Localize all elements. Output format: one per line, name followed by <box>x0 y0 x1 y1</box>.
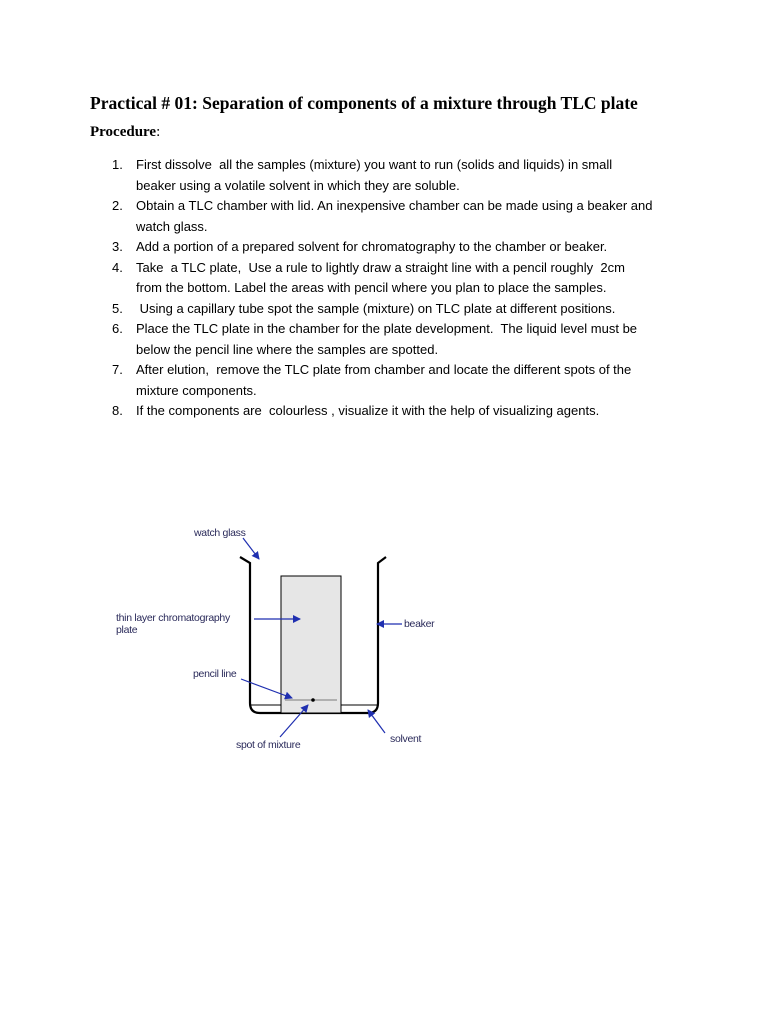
solvent-arrow <box>368 710 385 733</box>
page-title: Practical # 01: Separation of components of a mixture through TLC plate <box>90 93 638 113</box>
procedure-step <box>112 258 702 299</box>
step-text-line: Add a portion of a prepared solvent for chromatography to the chamber or beaker. <box>136 239 608 254</box>
procedure-step <box>112 237 702 258</box>
procedure-step <box>112 401 702 422</box>
tlc-plate-label-line1: thin layer chromatography <box>116 612 230 624</box>
step-text-line: Using a capillary tube spot the sample (mixture) on TLC plate at different positions. <box>136 300 616 316</box>
step-number: 3. <box>112 239 123 254</box>
step-text-line: If the components are colourless , visualize it with the help of visualizing agents. <box>136 403 600 418</box>
tlc-diagram <box>100 515 460 755</box>
procedure-step <box>112 299 702 320</box>
procedure-colon: : <box>156 124 161 140</box>
procedure-step <box>112 319 702 360</box>
procedure-heading-text: Procedure <box>90 124 157 140</box>
step-text-line: Take a TLC plate, Use a rule to lightly draw a straight line with a pencil roughly 2cm <box>136 259 625 275</box>
tlc-plate <box>281 576 341 713</box>
step-text-line: Obtain a TLC chamber with lid. An inexpensive chamber can be made using a beaker and <box>136 198 653 213</box>
step-text-line: watch glass. <box>136 218 208 234</box>
step-text-line: Place the TLC plate in the chamber for the plate development. The liquid level must be <box>136 321 638 336</box>
step-number: 8. <box>112 403 123 418</box>
procedure-step <box>112 196 702 237</box>
step-number: 2. <box>112 198 123 213</box>
watch-glass-arrow <box>243 538 259 559</box>
step-number: 4. <box>112 259 123 275</box>
step-number: 5. <box>112 300 123 316</box>
step-text-line: below the pencil line where the samples are spotted. <box>136 341 439 357</box>
tlc-diagram-svg <box>100 515 460 755</box>
step-number: 1. <box>112 157 123 172</box>
procedure-step <box>112 155 702 196</box>
procedure-step <box>112 360 702 401</box>
step-number: 7. <box>112 362 123 377</box>
step-text-line: from the bottom. Label the areas with pencil where you plan to place the samples. <box>136 280 607 295</box>
tlc-plate-label-line2: plate <box>116 624 138 636</box>
step-text-line: mixture components. <box>136 382 257 398</box>
solvent-label: solvent <box>390 733 422 745</box>
step-text-line: beaker using a volatile solvent in which they are soluble. <box>136 177 460 193</box>
step-text-line: After elution, remove the TLC plate from chamber and locate the different spots of the <box>136 362 632 377</box>
watch-glass-label: watch glass <box>194 527 246 539</box>
step-text-line: First dissolve all the samples (mixture) you want to run (solids and liquids) in small <box>136 157 613 172</box>
mixture-spot <box>311 698 315 702</box>
step-number: 6. <box>112 321 123 336</box>
procedure-heading <box>90 124 160 141</box>
procedure-steps-list <box>112 155 702 422</box>
pencil-line-label: pencil line <box>193 668 237 680</box>
spot-of-mixture-label: spot of mixture <box>236 739 301 751</box>
beaker-label: beaker <box>404 618 435 630</box>
